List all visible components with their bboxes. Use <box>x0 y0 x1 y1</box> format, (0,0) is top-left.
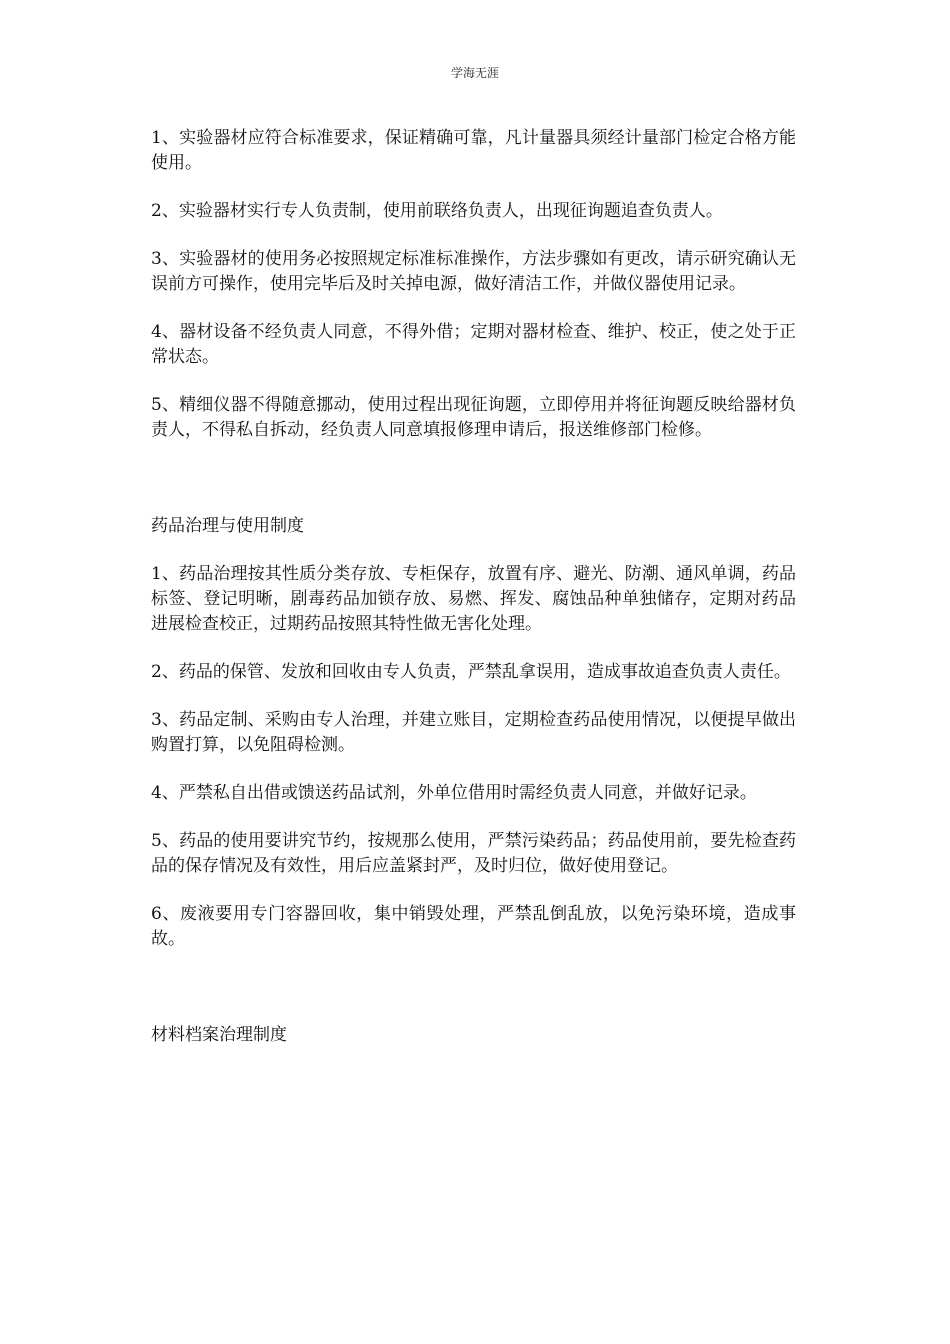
drug-management-section <box>151 514 796 952</box>
paragraph: 5、精细仪器不得随意挪动，使用过程出现征询题，立即停用并将征询题反映给器材负责人，不得私自拆动，经负责人同意填报修理申请后，报送维修部门检修。 <box>151 395 796 440</box>
paragraph: 4、严禁私自出借或馈送药品试剂，外单位借用时需经负责人同意，并做好记录。 <box>151 783 757 803</box>
paragraph: 4、器材设备不经负责人同意，不得外借；定期对器材检查、维护、校正，使之处于正常状态。 <box>151 322 796 367</box>
paragraph: 5、药品的使用要讲究节约，按规那么使用，严禁污染药品；药品使用前，要先检查药品的保存情况及有效性，用后应盖紧封严，及时归位，做好使用登记。 <box>151 831 796 876</box>
paragraph: 2、药品的保管、发放和回收由专人负责，严禁乱拿误用，造成事故追查负责人责任。 <box>151 662 791 682</box>
paragraph: 3、实验器材的使用务必按照规定标准标准操作，方法步骤如有更改，请示研究确认无误前方可操作，使用完毕后及时关掉电源，做好清洁工作，并做仪器使用记录。 <box>151 249 796 294</box>
paragraph: 3、药品定制、采购由专人治理，并建立账目，定期检查药品使用情况，以便提早做出购置打算，以免阻碍检测。 <box>151 710 796 755</box>
section-heading: 药品治理与使用制度 <box>151 516 304 536</box>
equipment-rules-section <box>151 126 796 443</box>
paragraph: 2、实验器材实行专人负责制，使用前联络负责人，出现征询题追查负责人。 <box>151 201 723 221</box>
paragraph: 1、实验器材应符合标准要求，保证精确可靠，凡计量器具须经计量部门检定合格方能使用。 <box>151 128 796 173</box>
archive-management-section <box>151 1023 796 1048</box>
section-heading: 材料档案治理制度 <box>151 1025 287 1045</box>
document-body <box>151 126 796 1071</box>
page-header: 学海无涯 <box>450 66 499 80</box>
paragraph: 6、废液要用专门容器回收，集中销毁处理，严禁乱倒乱放，以免污染环境，造成事故。 <box>151 904 796 949</box>
paragraph: 1、药品治理按其性质分类存放、专柜保存，放置有序、避光、防潮、通风单调，药品标签、登记明晰，剧毒药品加锁存放、易燃、挥发、腐蚀品种单独储存，定期对药品进展检查校正，过期药品按照其特性做无害化处理。 <box>151 564 796 634</box>
